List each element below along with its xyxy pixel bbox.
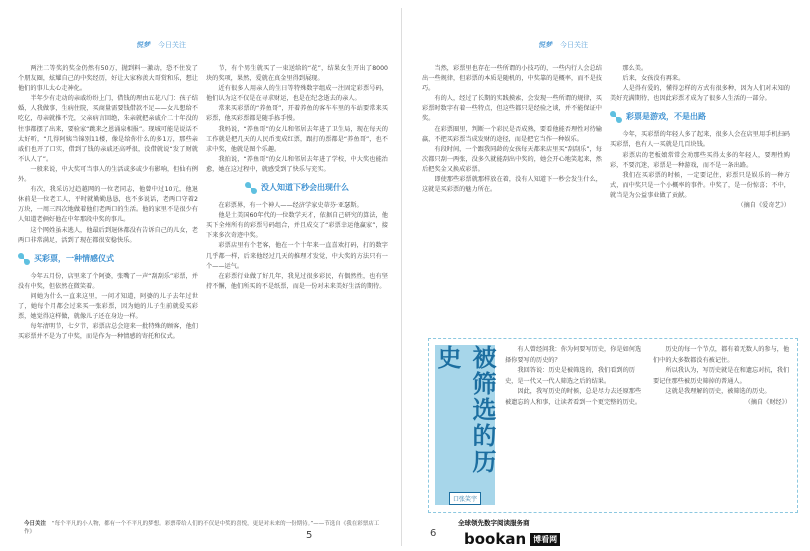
clover-icon (245, 182, 257, 194)
paragraph: 今年五月份，店里来了个阿婆，张嘴了一声“刮刮乐”彩票，并没有中奖，但依然在微笑着。 (18, 272, 198, 290)
paragraph: 有人曾经问我：你为何要写历史，你是如何选择你要写的历史的？ (505, 346, 642, 364)
brand-logo (464, 530, 560, 548)
paragraph: 两注二等奖的奖金仍然有50万，抛到料一激动，恐不住发了个朋友圈，炫耀自己的中奖经历，好让大家称羡大哥赏和乐，想让他们的事儿太心走神化。 (18, 65, 198, 93)
paragraph: 有的人，经过了长期的实践摸索，会发现一些所谓的规律，买彩票时数字有着一些特点，但这些都只是经验之谈，并不能保证中奖。 (422, 95, 602, 123)
paragraph: 我妈说，“养鱼哥”的女儿和邻居去年进了卫生局，现在每天的工作就是把几天的人民币变成红票，跟打的票都是“养鱼哥”，也不求中奖，他就是图个乐趣。 (206, 125, 388, 153)
subheading: 买彩票，一种情感仪式 (18, 252, 198, 266)
box-column-1 (505, 345, 645, 507)
paragraph: 我回答说：历史是被筛选的，我们看到的历史，是一代又一代人筛选之后的结果。 (505, 367, 635, 385)
paragraph: 常来买彩票的“养鱼哥”，开着养鱼的客车车里的车站要常来买彩票，他买彩票都是随手拣手慢。 (206, 105, 388, 123)
paragraph: 我们在买彩票的时候，一定要记住，彩票只是娱乐的一种方式，而中奖只是一个小概率的事件。中奖了，是一份惊喜；不中，就当是为公益事业做了贡献。 (610, 171, 790, 199)
page-header (136, 38, 186, 52)
footer-quote: “每个平凡的小人物，都有一个不平凡的梦想。彩票带给人们的不仅是中奖的喜悦，更是对未来的一份期待。”——节选自《我在彩票店工作》 (24, 521, 380, 535)
paragraph: 他是土美国60年代的一位数学天才，依据自己研究的算法，他买下全州所有的彩票号码组合，并且成交了“彩票幸运他赢家”，接下来多次奇迹中奖。 (206, 212, 388, 240)
source-note: （摘自《爱奇艺》） (737, 202, 790, 210)
right-column-2 (610, 64, 790, 332)
subheading: 没人知道下秒会出现什么 (206, 181, 388, 195)
footer-tag: 今日关注 (24, 521, 47, 527)
box-column-2 (653, 345, 791, 507)
left-column-2 (206, 64, 388, 514)
paragraph: 因此，我写历史的时候，总是尽力去还原那些被遗忘的人和事，让读者看到一个更完整的历史。 (505, 388, 642, 406)
section-label: 今日关注 (158, 41, 186, 49)
paragraph: 这个网姓虽未逃人，他最后到退休都没有告诉自己的儿女，老两口非常满足，活到了现在都很安稳快乐。 (18, 226, 198, 244)
paragraph: 有次，我采访过趋越网的一位老同志，他曾中过10元，他退休前是一位老工人，平时就勤勤恳恳，也不多说话，老两口守着2万块，一周三四次地做着他们老两口的生活。他的家里不是很少有人知道老俩好他在中年那段中奖的事儿。 (18, 186, 198, 224)
paragraph: 在彩票行业做了好几年，我见过很多彩民，有偶然性，也有坚持不懈，他们所买的不是纸票，而是一份对未来美好生活的期待。 (206, 272, 388, 290)
magazine-logo: 悦梦 (538, 41, 552, 49)
paragraph: 彩票店里有个老客，他在一个十年来一直喜欢打码，打的数字几乎都一样，后来他经过几天的推理才发觉，中大奖的方法只有一个——运气。 (206, 242, 388, 270)
left-page (6, 8, 402, 546)
page-number: 6 (430, 528, 437, 539)
paragraph: 这就是我理解的历史，被筛选的历史。 (665, 388, 771, 396)
paragraph: 今年，买彩票的年轻人多了起来，很多人会在店里用手机扫码买彩票，也有人一买就是几百块钱。 (610, 131, 790, 149)
paragraph: 那么美。 (622, 65, 648, 72)
left-column-1 (18, 64, 198, 514)
paragraph: 一般来说，中大奖可当事人的生活或多或少有影响，但仙有例外。 (18, 165, 198, 184)
paragraph: 在彩票圈里，判断一个彩民是否成熟，要看他能否理性对待输赢，不把买彩票当成发财的途径，而是把它当作一种娱乐。 (422, 125, 602, 143)
brand-name: bookan (464, 530, 527, 548)
clover-icon (610, 111, 622, 123)
paragraph: 有段时间，一个跟我同龄的女孩每天都来店里买“刮刮乐”，每次都只刮一两张，没多久就能刮出中奖的，她会开心地笑起来，然后把奖金又换成彩票。 (422, 145, 602, 173)
brand-badge: 博看网 (530, 533, 560, 546)
magazine-logo: 悦梦 (136, 41, 150, 49)
paragraph: 彩票店的老板娘常常会劝那些买得太多的年轻人，要理性购彩，不要沉迷，彩票是一种游戏，而不是一条出路。 (610, 151, 790, 169)
paragraph: 在彩票界，有一个神人——经济学家史蒂芬·亚瑟斯。 (218, 202, 363, 210)
paragraph: 问她为什么一直来这里，一问才知道，阿婆的儿子去年过世了，她每个月都会过来买一张彩票，因为她的儿子生前就爱买彩票，她觉得这样做，就像儿子还在身边一样。 (18, 292, 198, 321)
paragraph: 每年清明节，七夕节，彩票店总会迎来一批特殊的顾客，他们买彩票并不是为了中奖，而是作为一种情感的寄托和仪式。 (18, 323, 198, 341)
page-header (538, 38, 588, 52)
paragraph: 节，有个男生就买了一束送给的“花”，结果女生开出了8000块的奖项，果然，爱就在真金里得到展现。 (206, 65, 388, 83)
paragraph: 所以我认为，写历史就是在和遗忘对抗，我们要记住那些被历史筛掉的普通人。 (653, 367, 790, 385)
section-label: 今日关注 (560, 41, 588, 49)
sidebar-box (428, 338, 798, 513)
right-column-1 (422, 64, 602, 332)
paragraph: 人是得有爱的，懂得怎样的方式有很多种，因为人们对未知的美好充满期待，也因此彩票才成为了很多人生活的一部分。 (610, 85, 790, 103)
brand-tagline: 全球领先数字阅读服务商 (458, 519, 530, 527)
paragraph: 当然，彩票里也存在一些所谓的小技巧的，一些内行人会总结出一些规律，但彩票的本质是随机的，中奖靠的是概率，而不是技巧。 (422, 65, 602, 93)
paragraph: 后来，女孩没有再来。 (622, 75, 685, 83)
source-note: （摘自《财经》） (744, 398, 791, 406)
paragraph: 半年少有走动的亲戚纷纷上门，借钱的理由五花八门：孩子结婚，人我做事，生病住院，买商量需要钱借款不足——女儿想给不吃亿，母亲就推不完，父亲病言回绝，朱亲就把亲戚介二十年没的往事都摆了出来，要验家“跳来之恩涌泉相报”。现城可能是说话不太好听，“几得阿姨当锦别11楼，像是给你什么的多1万，那些亲戚们也开了口实，借到了钱的亲戚还高呼很，没借就说“发了财就不认人了”。 (18, 95, 198, 163)
paragraph: 我拍说，“养鱼哥”的女儿和邻居去年进了学校，中大奖也能治愈，她在这过程中，就感受到了快乐与充实。 (206, 155, 388, 173)
subheading: 彩票是游戏，不是出路 (610, 110, 790, 124)
clover-icon (18, 253, 30, 265)
box-title: 被筛选的历史 (433, 345, 497, 475)
box-title-panel (435, 345, 495, 505)
paragraph: 历史的每一个节点，都有着无数人的参与，他们中的大多数都没有被记住。 (653, 346, 790, 364)
page-number: 5 (306, 530, 313, 541)
page-footer (24, 520, 384, 536)
right-page (408, 8, 804, 546)
paragraph: 近有很多人用亲人的生日等特殊数字组成一注固定彩票号码，他们认为这不仅是在寻求财运，也是在纪念逝去的亲人。 (206, 85, 388, 103)
paragraph: 即使那些彩票就那样放在着，没有人知道下一秒会发生什么，这就是买彩票的魅力所在。 (422, 176, 602, 194)
box-byline: 口张笑宇 (449, 492, 481, 505)
